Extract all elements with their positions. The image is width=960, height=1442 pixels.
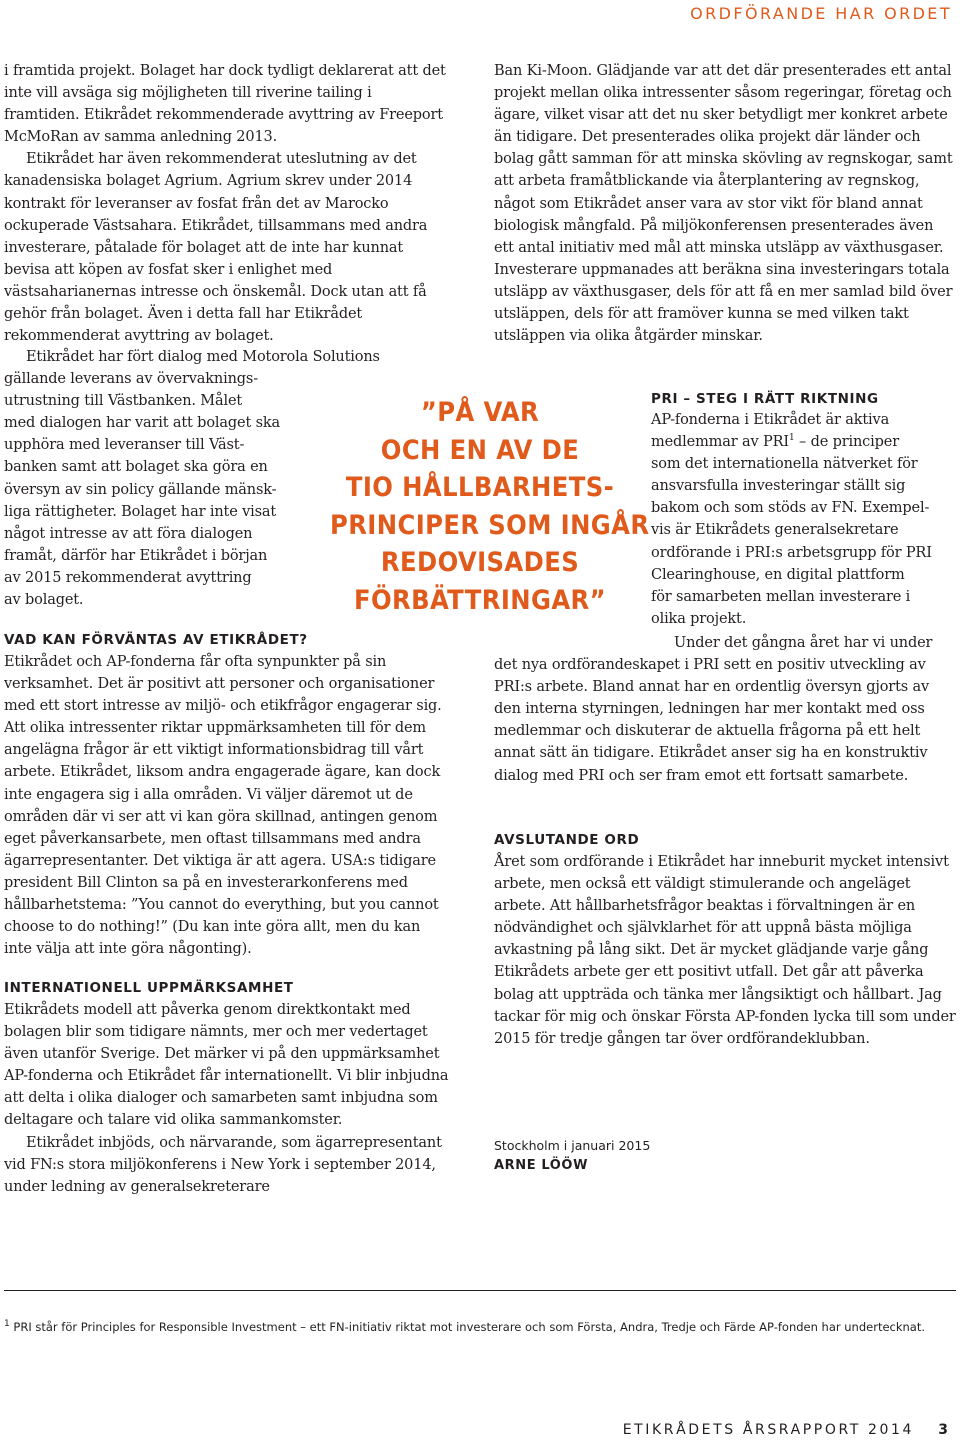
pull-quote xyxy=(330,394,650,619)
section-heading: AVSLUTANDE ORD xyxy=(494,832,640,848)
text-line: av bolaget. xyxy=(4,592,84,609)
text-line xyxy=(651,431,956,453)
paragraph: Etikrådet har även rekommenderat uteslutning av det kanadensiska bolaget Agrium. Agrium skrev under 2014 kontrakt för leveranser av fosfat från det av Marocko ockuperade Västsahara. Etikrådet, tillsammans med andra investerare, påtalade för bolaget att de inte har kunnat bevisa att köpen av fosfat sker i enlighet med västsaharianernas intresse och önskemål. Dock utan att få gehör från bolaget. Även i detta fall har Etikrådet rekommenderat avyttring av bolaget. xyxy=(4,151,428,345)
text-line: framåt, därför har Etikrådet i början xyxy=(4,547,268,564)
paragraph: Etikrådet inbjöds, och närvarande, som ägarrepresentant vid FN:s stora miljökonferens i New York i september 2014, under ledning av generalsekreterare xyxy=(4,1134,442,1195)
text-line: gällande leverans av övervaknings- xyxy=(4,371,258,388)
footnote xyxy=(4,1320,956,1334)
section-closing xyxy=(494,832,956,1050)
paragraph: Etikrådet och AP-fonderna får ofta synpunkter på sin verksamhet. Det är positivt att personer och organisationer med ett stort intresse av miljö- och etikfrågor engagerar sig. Att olika intressenter riktar uppmärksamheten till för dem angelägna frågor är ett viktigt informationsbidrag till vårt arbete. Etikrådet, liksom andra engagerade ägare, kan dock inte engagera sig i alla områden. Vi väljer däremot ut de områden där vi ser att vi kan göra skillnad, antingen genom eget påverkansarbete, men oftast tillsammans med andra ägarrepresentanter. Det viktiga är att agera. USA:s tidigare president Bill Clinton sa på en investerarkonferens med hållbarhetstema: ”You cannot do everything, but you cannot choose to do nothing!” (Du kan inte göra allt, men du kan inte välja att inte göra någonting). xyxy=(4,654,442,958)
text-line: med dialogen har varit att bolaget ska xyxy=(4,415,281,432)
text-line: ordförande i PRI:s arbetsgrupp för PRI xyxy=(651,544,932,561)
left-column xyxy=(4,60,451,347)
text-line: Etikrådet har fört dialog med Motorola Solutions xyxy=(26,349,380,365)
quote-line: TIO HÅLLBARHETS- xyxy=(345,472,615,503)
quote-line: REDOVISADES xyxy=(380,547,580,578)
text-line: vis är Etikrådets generalsekretare xyxy=(651,522,899,539)
text-line: av 2015 rekommenderat avyttring xyxy=(4,569,252,586)
pri-paragraph-2 xyxy=(494,632,956,787)
signature-place-date: Stockholm i januari 2015 xyxy=(494,1138,651,1153)
text-fragment: medlemmar av PRI xyxy=(651,434,789,451)
text-line: banken samt att bolaget ska göra en xyxy=(4,459,268,476)
text-line: utrustning till Västbanken. Målet xyxy=(4,393,243,410)
section-heading: INTERNATIONELL UPPMÄRKSAMHET xyxy=(4,980,294,996)
section-international xyxy=(4,980,451,1198)
section-heading: PRI – STEG I RÄTT RIKTNING xyxy=(651,391,879,407)
text-line: Clearinghouse, en digital plattform xyxy=(651,566,905,583)
text-line: upphöra med leveranser till Väst- xyxy=(4,437,245,454)
report-title: ETIKRÅDETS ÅRSRAPPORT 2014 xyxy=(622,1422,914,1438)
footnote-reference: 1 xyxy=(788,433,795,444)
footnote-divider xyxy=(4,1290,956,1291)
signature xyxy=(494,1138,894,1173)
signature-name: ARNE LÖÖW xyxy=(494,1158,589,1173)
text-line: något intresse av att föra dialogen xyxy=(4,525,253,542)
text-line: som det internationella nätverket för xyxy=(651,456,918,473)
text-line: för samarbeten mellan investerare i xyxy=(651,588,911,605)
quote-line: OCH EN AV DE xyxy=(380,434,580,466)
text-line: liga rättigheter. Bolaget har inte visat xyxy=(4,503,277,520)
text-line: översyn av sin policy gällande mänsk- xyxy=(4,481,277,498)
section-heading: VAD KAN FÖRVÄNTAS AV ETIKRÅDET? xyxy=(4,632,308,648)
page-number: 3 xyxy=(938,1422,948,1438)
text-line: bakom och som stöds av FN. Exempel- xyxy=(651,500,930,517)
text-line: AP-fonderna i Etikrådet är aktiva xyxy=(651,412,890,428)
footnote-text: PRI står för Principles for Responsible Investment – ett FN-initiativ riktat mot investerare och som Första, Andra, Tredje och Färde AP-fonden har undertecknat. xyxy=(13,1320,926,1334)
section-expect xyxy=(4,632,451,960)
paragraph: Ban Ki-Moon. Glädjande var att det där presenterades ett antal projekt mellan olika intressenter såsom regeringar, företag och ägare, vilket visar att det nu sker betydligt mer konkret arbete än tidigare. Det presenterades olika projekt där länder och bolag gått samman för att minska skövling av regnskogar, samt att arbeta framåtblickande via återplantering av regnskog, något som Etikrådet anser vara av stor vikt för bland annat biologisk mångfald. På miljökonferensen presenterades även ett antal initiativ med mål att minska utsläpp av växthusgaser. Investerare uppmanades att beräkna sina investeringars totala utsläpp av växthusgaser, dels för att få en mer samlad bild över utsläppen, dels för att framöver kunna se med vilken takt utsläppen via olika åtgärder minskar. xyxy=(494,63,953,345)
text-line: olika projekt. xyxy=(651,610,747,627)
paragraph: Året som ordförande i Etikrådet har inneburit mycket intensivt arbete, men också ett väldigt stimulerande och angeläget arbete. Att hållbarhetsfrågor beaktas i förvaltningen är en nödvändighet och självklarhet för att uppnå bästa möjliga avkastning på lång sikt. Det är mycket glädjande varje gång Etikrådets arbete ger ett positivt utfall. Det går att påverka bolag att uppträda och tänka mer långsiktigt och hållbart. Jag tackar för mig och önskar Första AP-fonden lycka till som under 2015 för tredje gången tar över ordförandeklubban. xyxy=(494,854,956,1047)
footnote-marker: 1 xyxy=(4,1319,10,1330)
quote-line: ”PÅ VAR xyxy=(420,397,540,428)
text-fragment: – de principer xyxy=(794,434,899,451)
quote-line: FÖRBÄTTRINGAR” xyxy=(353,584,606,616)
quote-line: PRINCIPER SOM INGÅR xyxy=(330,509,650,541)
paragraph: Under det gångna året har vi under det nya ordförandeskapet i PRI sett en positiv utveckling av PRI:s arbete. Bland annat har en ordentlig översyn gjorts av den interna styrningen, ledningen har mer kontakt med oss medlemmar och diskuterar de aktuella frågorna på ett helt annat sätt än tidigare. Etikrådet anser sig ha en konstruktiv dialog med PRI och ser fram emot ett fortsatt samarbete. xyxy=(494,635,933,784)
text-line: ansvarsfulla investeringar ställt sig xyxy=(651,478,906,495)
section-header: ORDFÖRANDE HAR ORDET xyxy=(690,4,952,23)
paragraph: i framtida projekt. Bolaget har dock tydligt deklarerat att det inte vill avsäga sig möjligheten till riverine tailing i framtiden. Etikrådet rekommenderade avyttring av Freeport McMoRan av samma anledning 2013. xyxy=(4,63,446,146)
paragraph: Etikrådets modell att påverka genom direktkontakt med bolagen blir som tidigare nämnts, mer och mer vedertaget även utanför Sverige. Det märker vi på den uppmärksamhet AP-fonderna och Etikrådet får internationellt. Vi blir inbjudna att delta i olika dialoger och samarbeten samt inbjudna som deltagare och talare vid olika sammankomster. xyxy=(4,1002,449,1129)
right-column-intro xyxy=(494,60,956,347)
section-pri xyxy=(651,391,956,630)
